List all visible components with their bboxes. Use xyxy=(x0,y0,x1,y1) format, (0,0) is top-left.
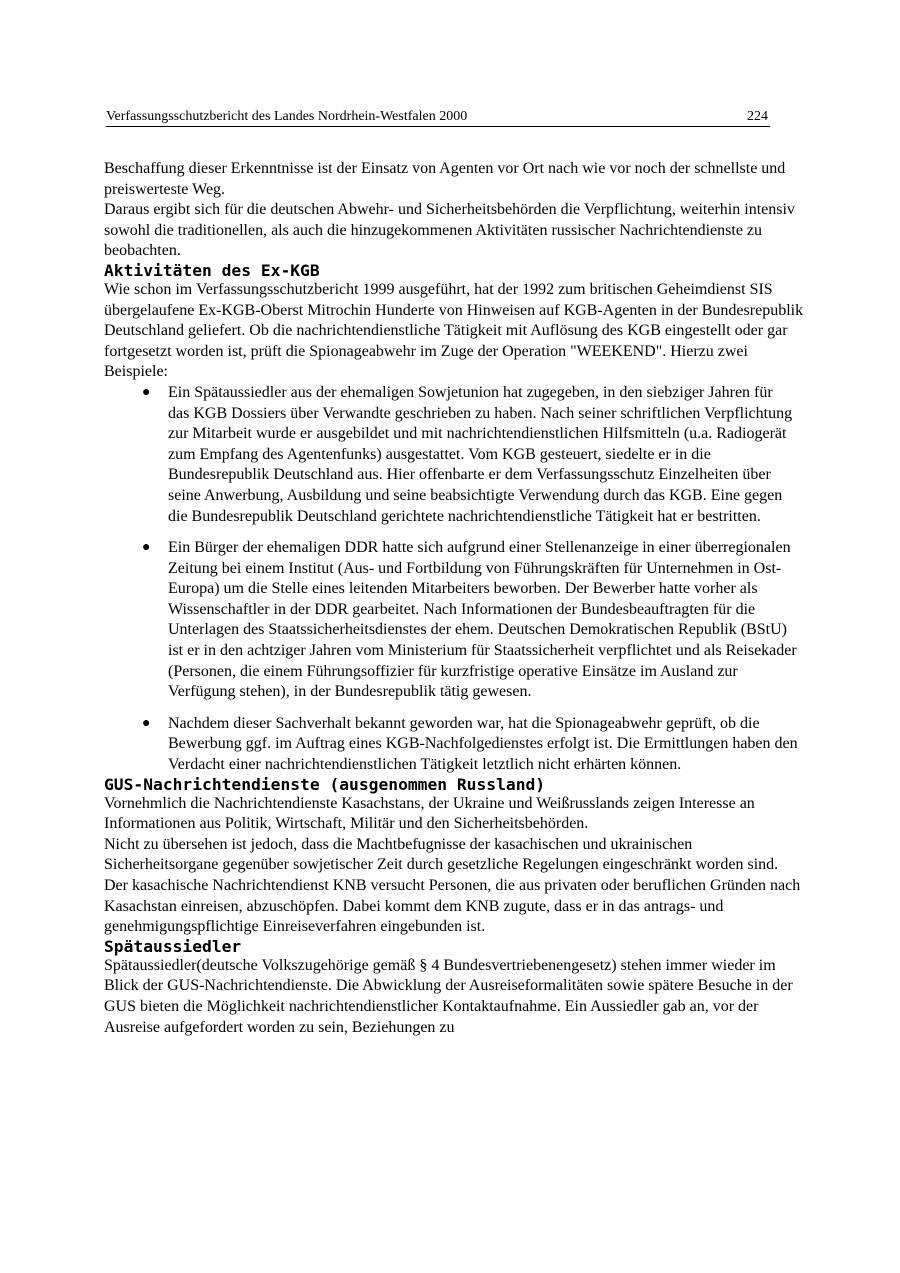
list-item-text: Ein Bürger der ehemaligen DDR hatte sich aufgrund einer Stellenanzeige in einer überregionalen Zeitung bei einem Institut (Aus- und Fortbildung von Führungskräften für Unternehmen in Ost-Europa) um die Stelle eines leitenden Mitarbeiters beworben. Der Bewerber hatte vorher als Wissenschaftler in der DDR gearbeitet. Nach Informationen der Bundesbeauftragten für die Unterlagen des Staatssicherheitsdienstes der ehem. Deutschen Demokratischen Republik (BStU) ist er in den achtziger Jahren vom Ministerium für Staatssicherheit verpflichtet und als Reisekader (Personen, die einem Führungsoffizier für kurzfristige operative Einsätze im Ausland zur Verfügung stehen), in der Bundesrepublik tätig gewesen. xyxy=(168,539,797,701)
list-item-text: Nachdem dieser Sachverhalt bekannt geworden war, hat die Spionageabwehr geprüft, ob die Bewerbung ggf. im Auftrag eines KGB-Nachfolgedienstes erfolgt ist. Die Ermittlungen haben den Verdacht einer nachrichtendienstlichen Tätigkeit letztlich nicht erhärten können. xyxy=(168,714,798,774)
section-heading-gus: GUS-Nachrichtendienste (ausgenommen Russland) xyxy=(104,774,546,794)
section-gus-paragraph-2: Nicht zu übersehen ist jedoch, dass die Machtbefugnisse der kasachischen und ukrainischen Sicherheitsorgane gegenüber sowjetischer Zeit durch gesetzliche Regelungen eingeschränkt worden sind. xyxy=(104,835,779,874)
intro-paragraph-2: Daraus ergibt sich für die deutschen Abwehr- und Sicherheitsbehörden die Verpflichtung, weiterhin intensiv sowohl die traditionellen, als auch die hinzugekommenen Aktivitäten russischer Nachrichtendienste zu beobachten. xyxy=(104,201,795,260)
section-heading-kgb: Aktivitäten des Ex-KGB xyxy=(104,260,320,280)
section-heading-spaetaussiedler: Spätaussiedler xyxy=(104,936,242,956)
page-header xyxy=(106,108,770,127)
page-content xyxy=(104,159,804,1038)
kgb-examples-list xyxy=(104,383,804,776)
list-item xyxy=(142,714,798,776)
list-item xyxy=(142,383,798,527)
section-gus-paragraph-1: Vornehmlich die Nachrichtendienste Kasachstans, der Ukraine und Weißrusslands zeigen Interesse an Informationen aus Politik, Wirtschaft, Militär und den Sicherheitsbehörden. xyxy=(104,794,755,833)
page-number: 224 xyxy=(747,109,768,124)
header-title: Verfassungsschutzbericht des Landes Nordrhein-Westfalen 2000 xyxy=(106,109,468,124)
bullet-icon: ● xyxy=(142,715,151,731)
intro-paragraph-1: Beschaffung dieser Erkenntnisse ist der Einsatz von Agenten vor Ort nach wie vor noch der schnellste und preiswerteste Weg. xyxy=(104,160,786,198)
bullet-icon: ● xyxy=(142,384,151,400)
bullet-icon: ● xyxy=(142,540,151,556)
list-item-text: Ein Spätaussiedler aus der ehemaligen Sowjetunion hat zugegeben, in den siebziger Jahren für das KGB Dossiers über Verwandte geschrieben zu haben. Nach seiner schriftlichen Verpflichtung zur Mitarbeit wurde er ausgebildet und mit nachrichtendienstlichen Hilfsmitteln (u.a. Radiogerät zum Empfang des Agentenfunks) ausgestattet. Vom KGB gesteuert, siedelte er in die Bundesrepublik Deutschland aus. Hier offenbarte er dem Verfassungsschutz Einzelheiten über seine Anwerbung, Ausbildung und seine beabsichtigte Verwendung durch das KGB. Eine gegen die Bundesrepublik Deutschland gerichtete nachrichtendienstliche Tätigkeit hat er bestritten. xyxy=(168,383,793,525)
list-item xyxy=(142,538,798,703)
section-spaetaussiedler-paragraph: Spätaussiedler(deutsche Volkszugehörige gemäß § 4 Bundesvertriebenengesetz) stehen immer wieder im Blick der GUS-Nachrichtendienste. Die Abwicklung der Ausreiseformalitäten sowie spätere Besuche in der GUS bieten die Möglichkeit nachrichtendienstlicher Kontaktaufnahme. Ein Aussiedler gab an, vor der Ausreise aufgefordert worden zu sein, Beziehungen zu xyxy=(104,956,793,1036)
section-kgb-paragraph: Wie schon im Verfassungsschutzbericht 1999 ausgeführt, hat der 1992 zum britischen Geheimdienst SIS übergelaufene Ex-KGB-Oberst Mitrochin Hunderte von Hinweisen auf KGB-Agenten in der Bundesrepublik Deutschland geliefert. Ob die nachrichtendienstliche Tätigkeit mit Auflösung des KGB eingestellt oder gar fortgesetzt worden ist, prüft die Spionageabwehr im Zuge der Operation "WEEKEND". Hierzu zwei Beispiele: xyxy=(104,280,804,381)
section-gus-paragraph-3: Der kasachische Nachrichtendienst KNB versucht Personen, die aus privaten oder beruflichen Gründen nach Kasachstan einreisen, abzuschöpfen. Dabei kommt dem KNB zugute, dass er in das antrags- und genehmigungspflichtige Einreiseverfahren eingebunden ist. xyxy=(104,877,801,936)
